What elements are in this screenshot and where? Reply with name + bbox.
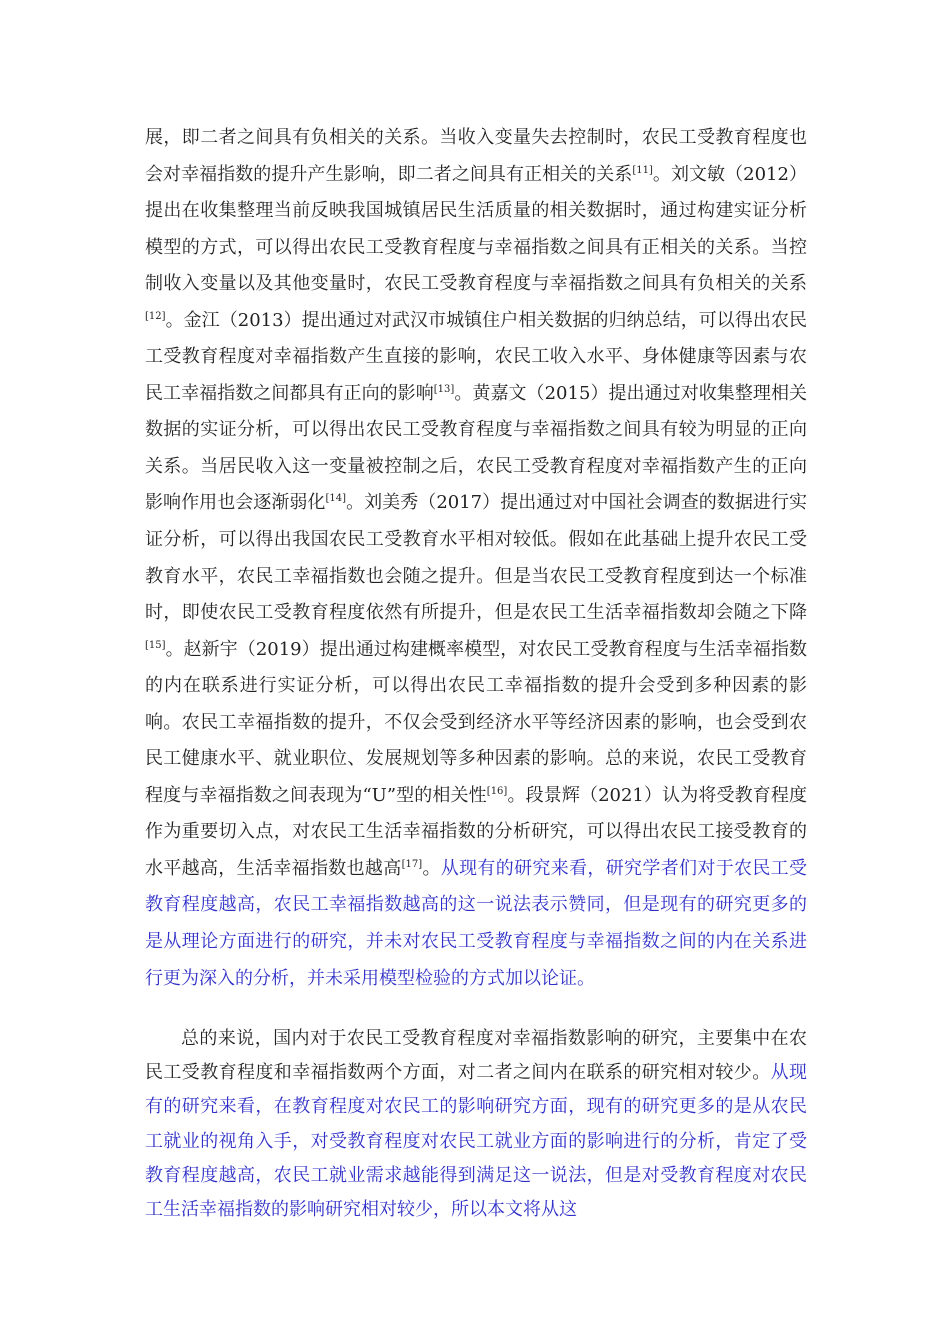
highlighted-text: 从现有的研究来看，研究学者们对于农民工受教育程度越高，农民工幸福指数越高的这一说法表示赞同，但是现有的研究更多的是从理论方面进行的研究，并未对农民工受教育程度与幸福指数之间的内在关系进行更为深入的分析，并未采用模型检验的方式加以论证。 xyxy=(145,857,808,989)
text-segment: 总的来说，国内对于农民工受教育程度对幸福指数影响的研究，主要集中在农民工受教育程度和幸福指数两个方面，对二者之间内在联系的研究相对较少。 xyxy=(145,1028,807,1084)
body-paragraph-2 xyxy=(145,1022,807,1227)
text-segment: 。刘文敏（2012）提出在收集整理当前反映我国城镇居民生活质量的相关数据时，通过构建实证分析模型的方式，可以得出农民工受教育程度与幸福指数之间具有正相关的关系。当控制收入变量以及其他变量时，农民工受教育程度与幸福指数之间具有负相关的关系 xyxy=(145,163,807,295)
citation-ref-13: [13] xyxy=(433,383,455,395)
citation-ref-15: [15] xyxy=(145,639,166,651)
text-segment: 。赵新宇（2019）提出通过构建概率模型，对农民工受教育程度与生活幸福指数的内在联系进行实证分析，可以得出农民工幸福指数的提升会受到多种因素的影响。农民工幸福指数的提升，不仅会受到经济水平等经济因素的影响，也会受到农民工健康水平、就业职位、发展规划等多种因素的影响。总的来说，农民工受教育程度与幸福指数之间表现为“U”型的相关性 xyxy=(145,638,807,806)
citation-ref-12: [12] xyxy=(145,310,166,322)
text-segment: 。 xyxy=(422,857,441,879)
citation-ref-16: [16] xyxy=(486,785,508,797)
text-segment: 。黄嘉文（2015）提出通过对收集整理相关数据的实证分析，可以得出农民工受教育程度与幸福指数之间具有较为明显的正向关系。当居民收入这一变量被控制之后，农民工受教育程度对幸福指数产生的正向影响作用也会逐渐弱化 xyxy=(145,382,807,514)
text-segment: 。段景辉（2021）认为将受教育程度作为重要切入点，对农民工生活幸福指数的分析研究，可以得出农民工接受教育的水平越高，生活幸福指数也越高 xyxy=(145,784,807,879)
text-segment: 展，即二者之间具有负相关的关系。当收入变量失去控制时，农民工受教育程度也会对幸福指数的提升产生影响，即二者之间具有正相关的关系 xyxy=(145,127,807,185)
citation-ref-17: [17] xyxy=(401,858,423,870)
text-segment: 。金江（2013）提出通过对武汉市城镇住户相关数据的归纳总结，可以得出农民工受教育程度对幸福指数产生直接的影响，农民工收入水平、身体健康等因素与农民工幸福指数之间都具有正向的影响 xyxy=(145,309,807,404)
body-paragraph-1 xyxy=(145,120,807,997)
citation-ref-14: [14] xyxy=(325,493,347,505)
citation-ref-11: [11] xyxy=(632,164,653,176)
paragraph-text xyxy=(145,120,807,997)
text-segment: 。刘美秀（2017）提出通过对中国社会调查的数据进行实证分析，可以得出我国农民工受教育水平相对较低。假如在此基础上提升农民工受教育水平，农民工幸福指数也会随之提升。但是当农民工受教育程度到达一个标准时，即使农民工受教育程度依然有所提升，但是农民工生活幸福指数却会随之下降 xyxy=(145,492,808,624)
highlighted-text: 从现有的研究来看，在教育程度对农民工的影响研究方面，现有的研究更多的是从农民工就业的视角入手，对受教育程度对农民工就业方面的影响进行的分析，肯定了受教育程度越高，农民工就业需求越能得到满足这一说法，但是对受教育程度对农民工生活幸福指数的影响研究相对较少，所以本文将从这 xyxy=(145,1062,808,1221)
paragraph-text xyxy=(145,1022,807,1227)
